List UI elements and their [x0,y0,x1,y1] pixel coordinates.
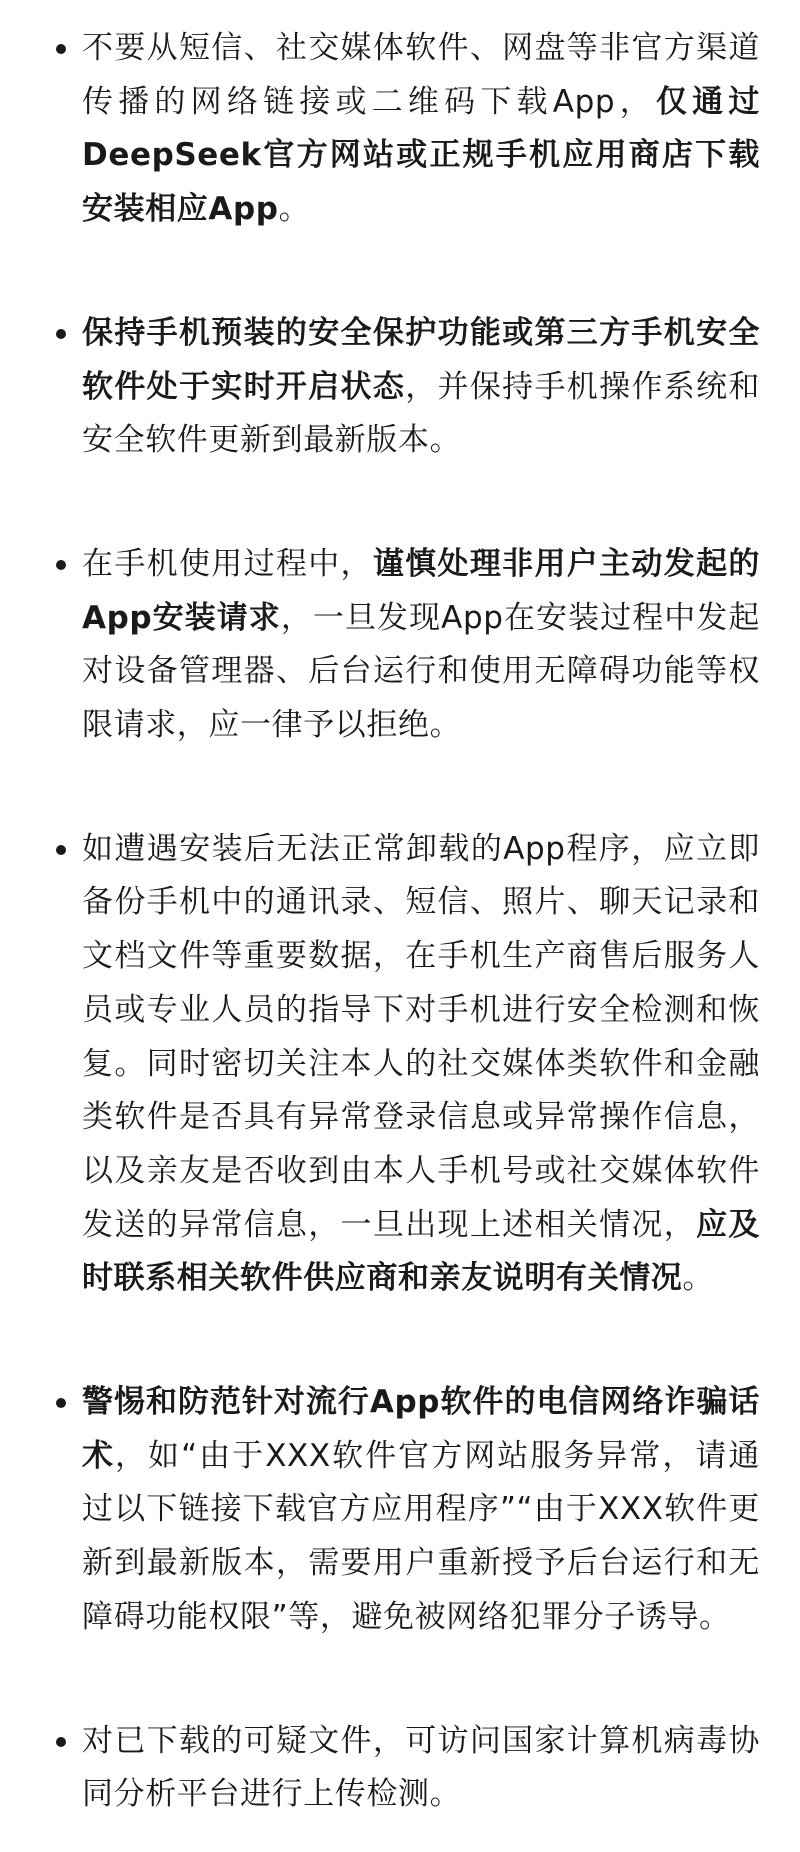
tip-1-end: 。 [278,191,311,228]
tip-item-4 [56,823,760,1306]
bullet-dot-icon [56,1398,66,1408]
tip-3-end: ，一旦发现App在安装过程中发起对设备管理器、后台运行和使用无障碍功能等权限请求，应一律予以拒绝。 [82,599,760,744]
tip-item-1 [56,22,760,237]
tip-4-text: 如遭遇安装后无法正常卸载的App程序，应立即备份手机中的通讯录、短信、照片、聊天记录和文档文件等重要数据，在手机生产商售后服务人员或专业人员的指导下对手机进行安全检测和恢复。同时密切关注本人的社交媒体类软件和金融类软件是否具有异常登录信息或异常操作信息，以及亲友是否收到由本人手机号或社交媒体软件发送的异常信息，一旦出现上述相关情况， [82,830,760,1243]
bullet-dot-icon [56,1737,66,1747]
tip-1-text: 不要从短信、社交媒体软件、网盘等非官方渠道传播的网络链接或二维码下载App， [82,30,760,120]
tip-item-6 [56,1715,760,1822]
tip-6-text: 对已下载的可疑文件，可访问国家计算机病毒协同分析平台进行上传检测。 [82,1722,760,1813]
tip-5-emphasis: 警惕和防范针对流行App软件的电信网络诈骗话术 [82,1384,760,1474]
tip-3-text: 在手机使用过程中， [82,545,373,582]
bullet-dot-icon [56,44,66,54]
tip-item-5 [56,1376,760,1645]
bullet-dot-icon [56,329,66,339]
tip-1-emphasis: 仅通过DeepSeek官方网站或正规手机应用商店下载安装相应App [82,83,760,228]
tip-4-end: 。 [682,1260,715,1297]
tips-list [56,22,760,1822]
tip-5-text: ，如“由于XXX软件官方网站服务异常，请通过以下链接下载官方应用程序”“由于XXX软件更新到最新版本，需要用户重新授予后台运行和无障碍功能权限”等，避免被网络犯罪分子诱导。 [82,1437,760,1635]
tip-item-2 [56,307,760,468]
bullet-dot-icon [56,845,66,855]
tip-3-emphasis: 谨慎处理非用户主动发起的App安装请求 [82,545,760,636]
tip-2-emphasis: 保持手机预装的安全保护功能或第三方手机安全软件处于实时开启状态 [82,314,760,405]
tip-2-text: ，并保持手机操作系统和安全软件更新到最新版本。 [82,368,760,459]
tip-4-emphasis: 应及时联系相关软件供应商和亲友说明有关情况 [82,1206,760,1297]
tip-item-3 [56,538,760,753]
bullet-dot-icon [56,560,66,570]
